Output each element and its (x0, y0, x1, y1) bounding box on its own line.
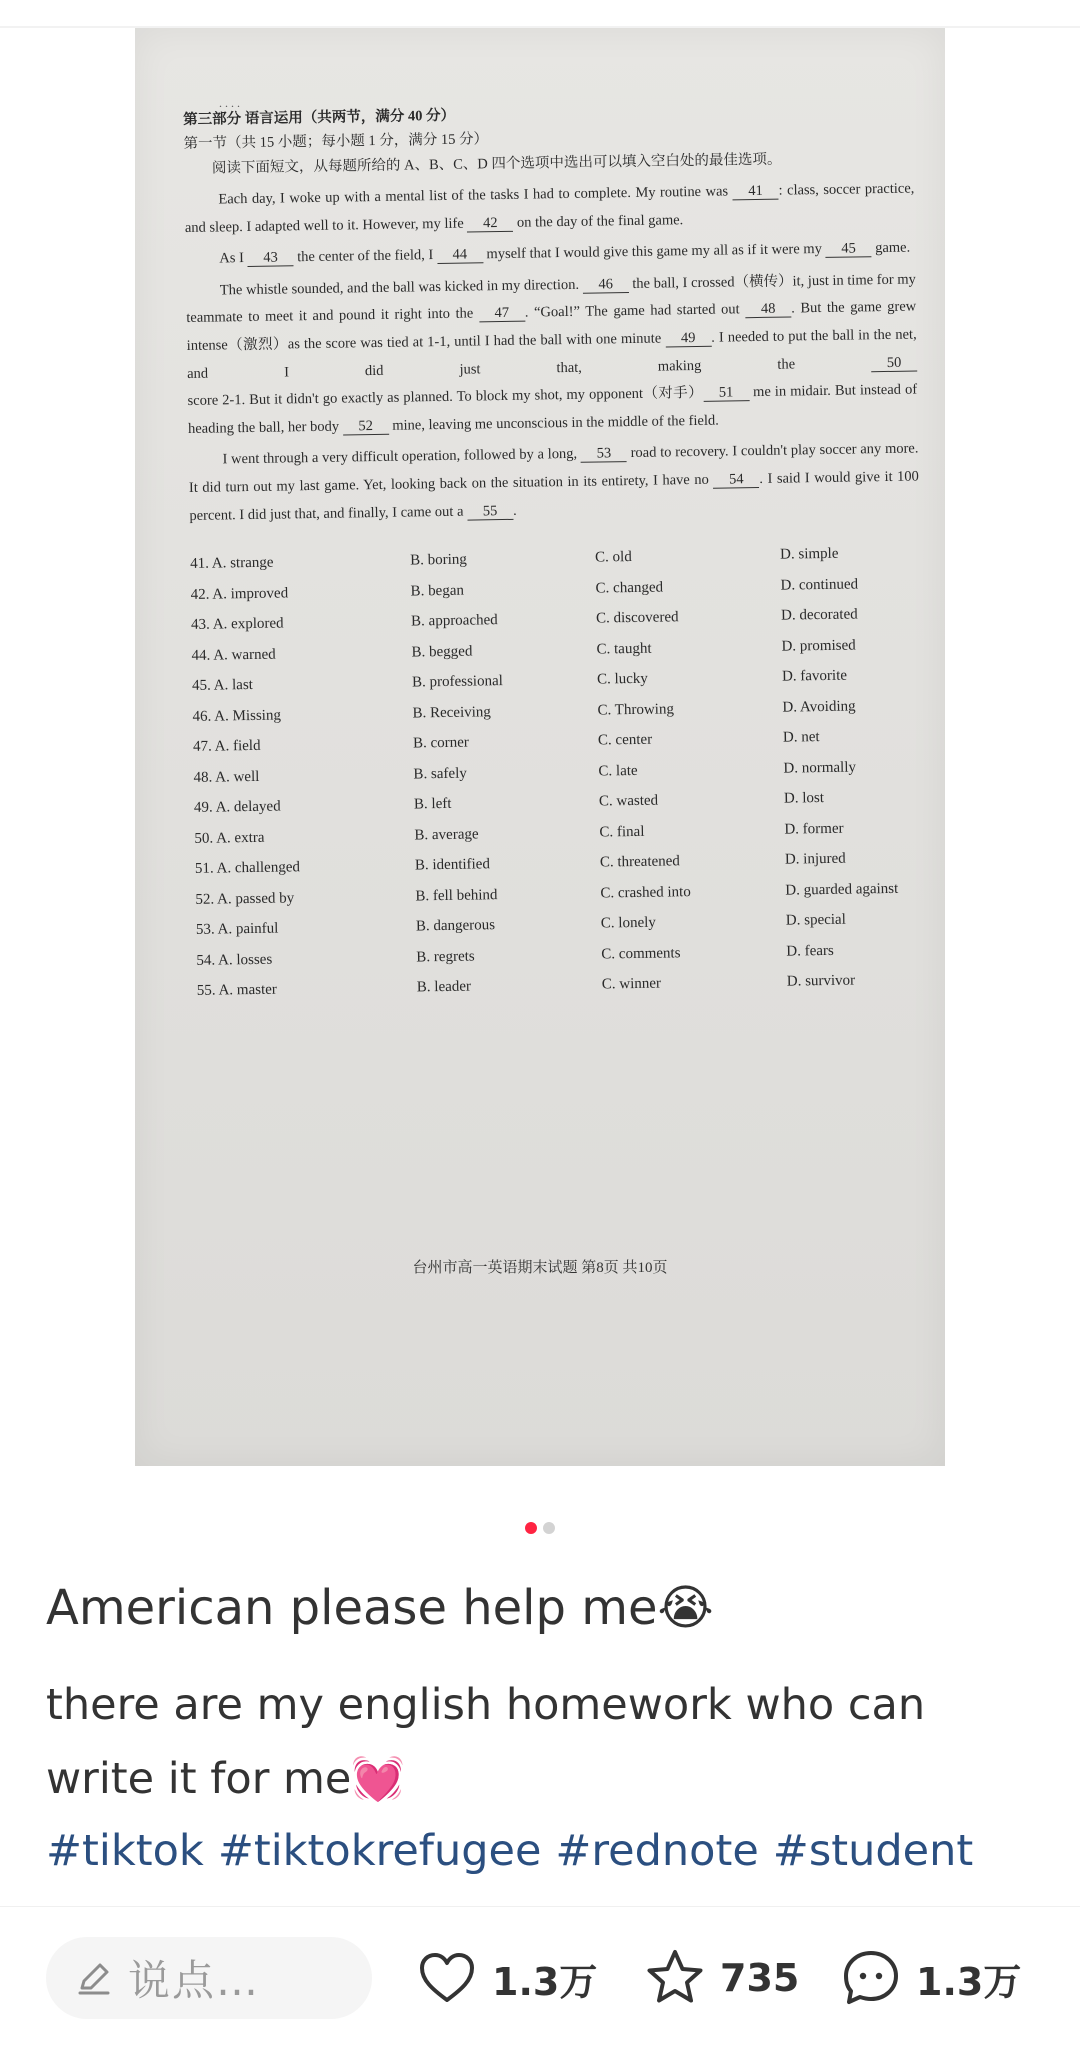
instruction-text: 阅读下面短文，从每题所给的 A、B、C、D 四个选项中选出可以填入空白处的最佳选项。 (211, 151, 782, 177)
comment-bubble-icon (838, 1945, 904, 2011)
option-cell: B. begged (411, 643, 473, 661)
star-icon (642, 1945, 708, 2011)
passage-text: . I needed to put the ball in the net, and I did just that, making the (187, 326, 917, 382)
favorite-count: 735 (720, 1956, 800, 2000)
option-cell: D. special (785, 911, 846, 929)
blank-54: 54 (713, 471, 759, 489)
blank-51: 51 (703, 384, 749, 402)
hashtag-link[interactable]: #rednote (555, 1826, 759, 1876)
option-cell: C. final (599, 823, 645, 841)
hashtag-link[interactable]: #tiktokrefugee (217, 1826, 542, 1876)
blank-53: 53 (581, 445, 627, 463)
comment-button[interactable] (838, 1945, 1021, 2011)
option-cell: D. former (784, 820, 844, 838)
option-cell: C. lucky (596, 670, 648, 688)
option-cell: C. comments (601, 944, 681, 963)
blank-44: 44 (437, 246, 483, 264)
option-cell: C. changed (595, 579, 664, 597)
post-tags-overflow (46, 1888, 1080, 1906)
passage-paragraph (188, 436, 919, 530)
blank-43: 43 (247, 249, 293, 267)
option-cell: 52. A. passed by (195, 889, 295, 908)
option-cell: B. fell behind (415, 886, 498, 905)
option-cell: B. corner (412, 734, 469, 752)
passage-text: : class, soccer practice, and sleep. I adapted well to it. However, my life (184, 180, 915, 236)
passage-paragraph (186, 266, 919, 443)
option-cell: B. leader (416, 978, 472, 996)
carousel-dot (543, 1522, 555, 1534)
option-cell: C. wasted (598, 792, 659, 810)
option-cell: B. left (413, 795, 452, 813)
option-cell: B. professional (411, 673, 503, 691)
option-cell: B. boring (410, 551, 467, 569)
blank-50: 50 (871, 354, 917, 372)
blank-41: 41 (732, 183, 778, 201)
option-cell: C. taught (596, 640, 652, 658)
passage-text: . (512, 502, 517, 519)
option-cell: C. lonely (600, 914, 656, 932)
hashtag-link[interactable]: #tiktok (46, 1826, 204, 1876)
option-cell: B. dangerous (415, 917, 496, 935)
option-cell: D. injured (784, 850, 846, 868)
option-cell: D. decorated (780, 606, 858, 624)
page-footer: 台州市高一英语期末试题 第8页 共10页 (412, 1260, 668, 1276)
passage-text: the center of the field, I (293, 247, 438, 266)
option-cell: B. began (410, 582, 465, 600)
option-cell: C. threatened (599, 853, 680, 871)
option-cell: 54. A. losses (196, 951, 273, 969)
passage-text: . But the game grew intense（激烈）as the score was tied at 1-1, until I had the ball with one minute (186, 298, 917, 354)
post-image[interactable] (135, 28, 945, 1466)
option-cell: 53. A. painful (195, 920, 279, 939)
passage-text: score 2-1. But it didn't go exactly as planned. To block my shot, my opponent（对手） (187, 385, 704, 410)
option-cell: 48. A. well (193, 768, 260, 786)
passage-text: me in midair. But instead of heading the ball, her body (187, 381, 918, 437)
blank-48: 48 (745, 301, 791, 319)
like-button[interactable] (414, 1945, 597, 2011)
option-cell: D. simple (779, 545, 839, 563)
section-title: 第三部分 语言运用（共两节，满分 40 分） (183, 107, 456, 128)
heart-icon (414, 1945, 480, 2011)
option-cell: D. net (782, 729, 820, 746)
option-cell: D. favorite (781, 667, 848, 685)
blank-42: 42 (467, 214, 513, 232)
post-title: American please help me😭 (46, 1580, 714, 1636)
pencil-icon (74, 1958, 114, 1998)
options-table (190, 544, 945, 1013)
comment-count: 1.3万 (916, 1959, 1022, 2004)
option-cell: 44. A. warned (191, 646, 276, 664)
passage-paragraph (184, 176, 915, 243)
option-cell: C. late (598, 762, 638, 780)
paper-mark: . . . . (219, 96, 240, 110)
option-cell: 50. A. extra (194, 829, 265, 847)
passage-text: road to recovery. I couldn't play soccer any more. It did turn out my last game. Yet, looking back on the situation in its entirety, I have no (188, 440, 919, 496)
blank-45: 45 (825, 240, 871, 258)
option-cell: C. Throwing (597, 700, 675, 719)
option-cell: D. lost (783, 790, 825, 807)
favorite-button[interactable] (642, 1945, 799, 2011)
blank-46: 46 (583, 276, 629, 294)
option-cell: 41. A. strange (190, 554, 274, 573)
passage-text: game. (871, 239, 911, 257)
passage-text: . I said I would give it 100 percent. I did just that, and finally, I came out a (189, 468, 919, 524)
passage-text: Each day, I woke up with a mental list of the tasks I had to complete. My routine was (218, 183, 733, 208)
carousel-dot (525, 1522, 537, 1534)
comment-placeholder: 说点… (128, 1956, 261, 2005)
passage (184, 176, 919, 531)
post-body: there are my english homework who can write it for me💓 (46, 1680, 926, 1804)
passage-text: the ball, I crossed（横传）it, just in time for my teammate to meet it and pound it right into the (186, 271, 916, 327)
option-cell: D. normally (783, 759, 857, 777)
option-cell: B. average (414, 826, 479, 844)
like-count: 1.3万 (492, 1959, 598, 2004)
option-cell: D. Avoiding (782, 698, 856, 716)
passage-text: . “Goal!” The game had started out (524, 301, 746, 322)
post-tags (46, 1814, 1080, 1890)
passage-text: As I (219, 250, 248, 267)
carousel-indicator (0, 1519, 1080, 1538)
passage-text: The whistle sounded, and the ball was kicked in my direction. (219, 276, 583, 299)
option-cell: D. continued (780, 576, 859, 594)
blank-55: 55 (467, 502, 513, 520)
option-cell: D. promised (781, 637, 856, 655)
option-cell: 43. A. explored (190, 615, 284, 634)
option-cell: C. center (597, 731, 653, 749)
passage-text: mine, leaving me unconscious in the middle of the field. (388, 412, 719, 434)
passage-text: I went through a very difficult operation, followed by a long, (222, 446, 582, 468)
option-cell: 47. A. field (192, 737, 261, 756)
comment-input[interactable] (46, 1937, 372, 2019)
blank-49: 49 (665, 330, 711, 348)
option-cell: B. approached (410, 612, 498, 630)
option-cell: 45. A. last (191, 677, 254, 695)
passage-text: myself that I would give this game my all as if it were my (482, 241, 826, 263)
option-cell: D. fears (786, 942, 834, 960)
option-cell: 51. A. challenged (194, 859, 301, 878)
passage-text: on the day of the final game. (513, 211, 684, 231)
option-cell: B. regrets (416, 948, 475, 966)
hashtag-link[interactable]: #student (772, 1826, 974, 1876)
option-cell: B. safely (413, 765, 467, 783)
option-cell: C. old (594, 549, 632, 566)
bottom-action-bar (0, 1906, 1080, 2052)
option-cell: D. guarded against (785, 880, 899, 899)
blank-52: 52 (343, 418, 389, 436)
option-cell: B. identified (414, 856, 491, 874)
option-cell: 46. A. Missing (192, 707, 282, 725)
option-cell: C. crashed into (600, 883, 691, 902)
option-cell: 42. A. improved (190, 585, 289, 603)
option-cell: 49. A. delayed (193, 798, 281, 817)
option-cell: D. survivor (786, 972, 856, 990)
option-cell: 55. A. master (196, 981, 277, 1000)
option-cell: B. Receiving (412, 703, 491, 722)
subsection-title: 第一节（共 15 小题；每小题 1 分，满分 15 分） (183, 131, 489, 152)
exam-paper (183, 97, 927, 1014)
option-cell: C. winner (601, 975, 662, 993)
blank-47: 47 (479, 305, 525, 323)
option-cell: C. discovered (595, 609, 679, 627)
